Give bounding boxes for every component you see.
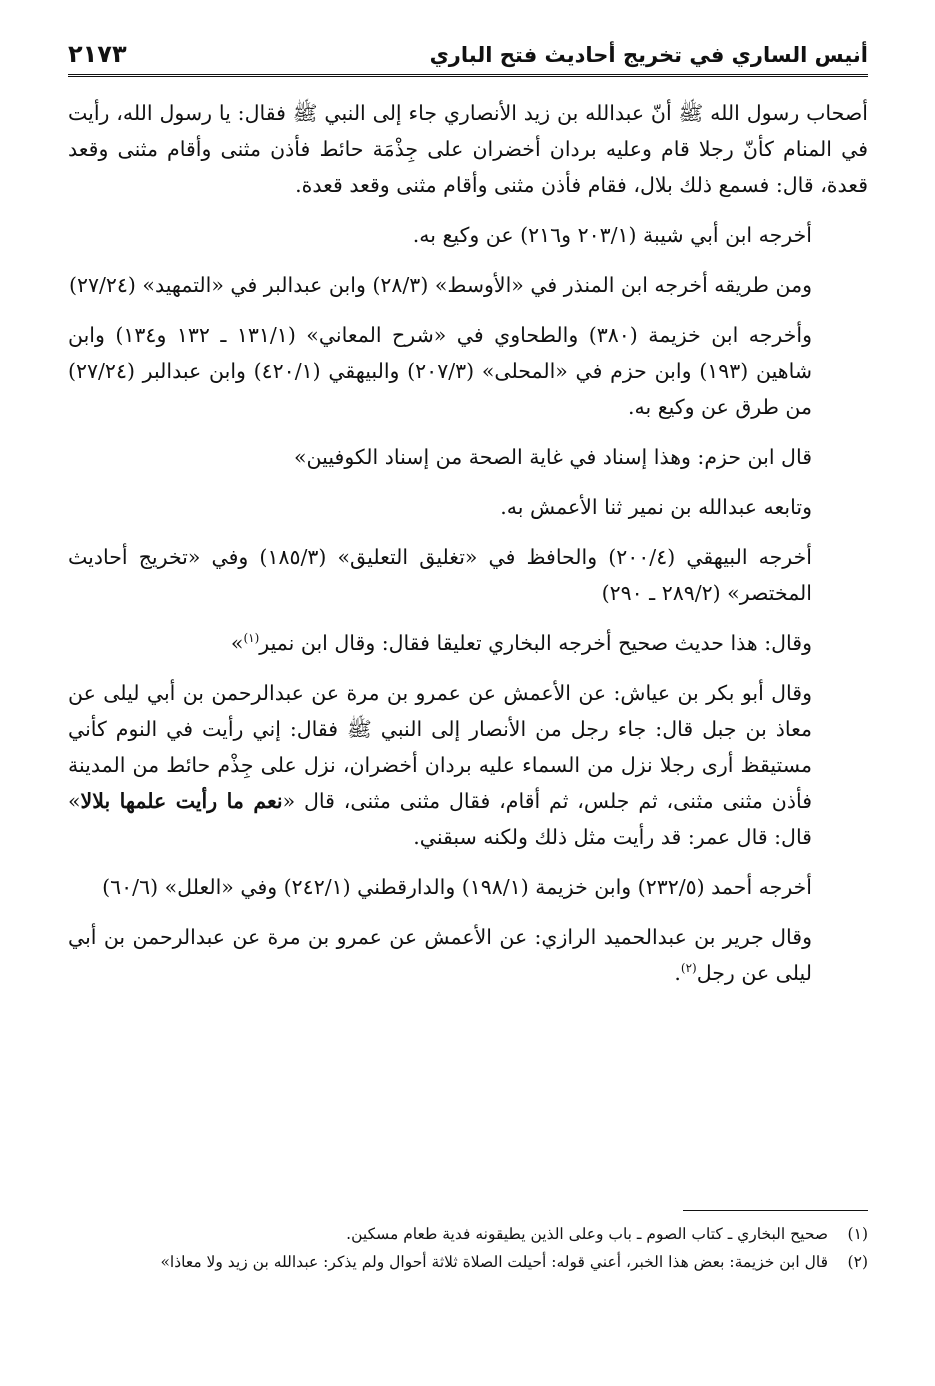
paragraph-text: » قال: قال عمر: قد رأيت مثل ذلك ولكنه سبقني. <box>68 789 812 849</box>
paragraph: وتابعه عبدالله بن نمير ثنا الأعمش به. <box>500 495 812 519</box>
paragraph: أخرجه أحمد (٢٣٢/٥) وابن خزيمة (١٩٨/١) والدارقطني (٢٤٢/١) وفي «العلل» (٦٠/٦) <box>102 875 812 899</box>
paragraph <box>68 919 868 991</box>
paragraph: أخرجه البيهقي (٢٠٠/٤) والحافظ في «تغليق التعليق» (١٨٥/٣) وفي «تخريج أحاديث المختصر» (٢٨٩/٢ ـ ٢٩٠) <box>68 545 812 605</box>
footnote <box>68 1248 868 1276</box>
footnote <box>68 1220 868 1248</box>
paragraph-text: وقال: هذا حديث صحيح أخرجه البخاري تعليقا فقال: وقال ابن نمير <box>259 631 812 655</box>
paragraph-text: وقال أبو بكر بن عياش: عن الأعمش عن عمرو بن مرة عن عبدالرحمن بن أبي ليلى عن معاذ بن جبل قال: جاء رجل من الأنصار إلى النبي ﷺ فقال: إني رأيت في النوم كأني مستيقظ أرى رجلا نزل من السماء عليه بردان أخضران، نزل على جِذْم حائط من المدينة فأذن مثنى مثنى، ثم جلس، ثم أقام، فقال مثنى مثنى، قال « <box>68 681 812 813</box>
period: . <box>674 961 681 985</box>
footnotes <box>68 1220 868 1276</box>
paragraph-text: وقال جرير بن عبدالحميد الرازي: عن الأعمش عن عمرو بن مرة عن عبدالرحمن بن أبي ليلى عن رجل <box>68 925 812 985</box>
closing-quote: » <box>230 631 244 655</box>
page-number: ٢١٧٣ <box>68 40 127 68</box>
footnote-text: قال ابن خزيمة: بعض هذا الخبر، أعني قوله: أحيلت الصلاة ثلاثة أحوال ولم يذكر: عبدالله بن زيد ولا معاذا» <box>160 1253 828 1271</box>
footnote-ref: (٢) <box>680 961 697 976</box>
footnote-divider <box>683 1210 868 1211</box>
footnote-number: (١) <box>847 1225 868 1243</box>
book-title: أنيس الساري في تخريج أحاديث فتح الباري <box>429 43 868 67</box>
paragraph <box>68 675 868 855</box>
footnote-text: صحيح البخاري ـ كتاب الصوم ـ باب وعلى الذين يطيقونه فدية طعام مسكين. <box>346 1225 828 1243</box>
paragraph: وأخرجه ابن خزيمة (٣٨٠) والطحاوي في «شرح المعاني» (١٣١/١ ـ ١٣٢ و١٣٤) وابن شاهين (١٩٣) وابن حزم في «المحلى» (٢٠٧/٣) والبيهقي (٤٢٠/١) وابن عبدالبر (٢٧/٢٤) من طرق عن وكيع به. <box>68 323 813 419</box>
running-header <box>68 40 868 77</box>
paragraph <box>68 625 868 661</box>
paragraph: أخرجه ابن أبي شيبة (٢٠٣/١ و٢١٦) عن وكيع به. <box>412 223 812 247</box>
emphasized-quote: نعم ما رأيت علمها بلالا <box>80 789 283 813</box>
footnote-number: (٢) <box>847 1253 868 1271</box>
footnote-ref: (١) <box>243 631 260 646</box>
paragraph: أصحاب رسول الله ﷺ أنّ عبدالله بن زيد الأنصاري جاء إلى النبي ﷺ فقال: يا رسول الله، رأيت في المنام كأنّ رجلا قام وعليه بردان أخضران على جِذْمَة حائط فأذن مثنى وأقام مثنى وقعد قعدة، قال: فسمع ذلك بلال، فقام فأذن مثنى وأقام مثنى وقعد قعدة. <box>68 101 868 197</box>
main-text <box>68 95 868 991</box>
document-page <box>68 40 868 1271</box>
paragraph: قال ابن حزم: وهذا إسناد في غاية الصحة من إسناد الكوفيين» <box>294 445 812 469</box>
paragraph: ومن طريقه أخرجه ابن المنذر في «الأوسط» (٢٨/٣) وابن عبدالبر في «التمهيد» (٢٧/٢٤) <box>68 273 812 297</box>
